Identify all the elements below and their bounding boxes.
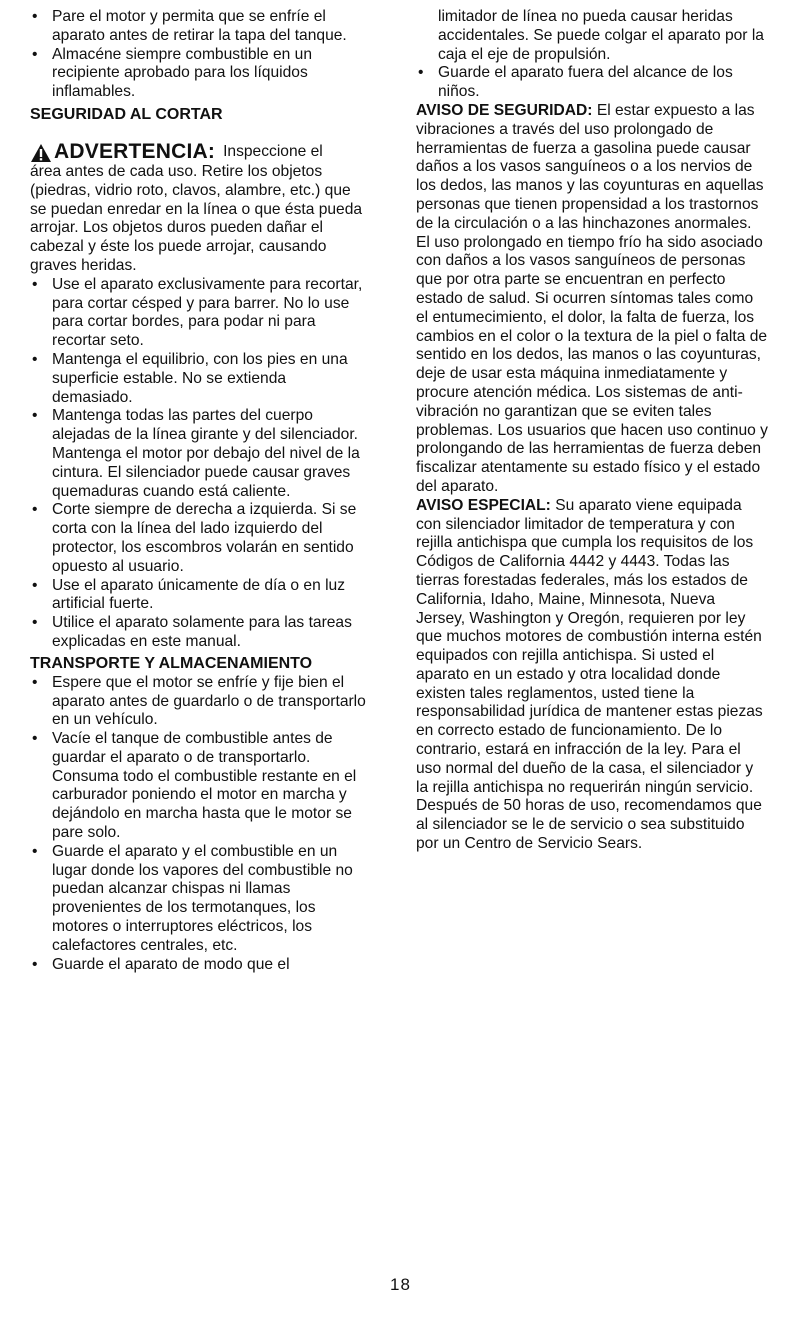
- bullet-mark: •: [32, 275, 38, 293]
- bullet-text: Use el aparato exclusivamente para recortar, para cortar césped y para barrer. No lo use para cortar bordes, para podar ni para recortar seto.: [52, 275, 363, 350]
- bullet-item: [416, 64, 768, 102]
- special-notice-heading: AVISO ESPECIAL:: [416, 496, 551, 514]
- bullet-text: Guarde el aparato y el combustible en un lugar donde los vapores del combustible no puedan alcanzar chispas ni llamas provenientes de los termotanques, los motores o interruptores eléctricos, los calefactores centrales, etc.: [52, 842, 353, 954]
- bullet-item: [30, 501, 366, 576]
- section-heading-cutting: SEGURIDAD AL CORTAR: [30, 105, 223, 123]
- bullet-item: [30, 351, 366, 407]
- bullet-item: [30, 577, 366, 615]
- bullet-item: [30, 843, 366, 956]
- bullet-text: Mantenga todas las partes del cuerpo alejadas de la línea girante y del silenciador. Mantenga el motor por debajo del nivel de la cintura. El silenciador puede causar graves quemaduras cuando está caliente.: [52, 407, 360, 500]
- warning-body: área antes de cada uso. Retire los objetos (piedras, vidrio roto, clavos, alambre, etc.) que se puedan enredar en la línea o que ésta pueda arrojar. Los objetos duros pueden dañar el cabezal y éste los puede arrojar, causando graves heridas.: [30, 162, 363, 274]
- bullet-text: limitador de línea no pueda causar heridas accidentales. Se puede colgar el aparato por la caja el eje de propulsión.: [438, 8, 764, 63]
- bullet-text: Vacíe el tanque de combustible antes de guardar el aparato o de transportarlo. Consuma todo el combustible restante en el carburador poniendo el motor en marcha y dejándolo en marcha hasta que le motor se pare solo.: [52, 730, 357, 842]
- safety-notice: [416, 102, 768, 497]
- bullet-text: Use el aparato únicamente de día o en luz artificial fuerte.: [52, 576, 346, 613]
- bullet-text: Utilice el aparato solamente para las tareas explicadas en este manual.: [52, 614, 352, 650]
- bullet-text: Pare el motor y permita que se enfríe el aparato antes de retirar la tapa del tanque.: [52, 8, 347, 44]
- bullet-item: [30, 614, 366, 652]
- continued-bullet: [416, 8, 768, 64]
- bullet-mark: •: [32, 673, 38, 691]
- special-notice: [416, 497, 768, 854]
- bullet-mark: •: [32, 730, 38, 748]
- bullet-item: [30, 407, 366, 501]
- warning-lead-text: Inspeccione el: [223, 142, 323, 160]
- left-column: [30, 8, 366, 974]
- warning-triangle-icon: [30, 143, 52, 163]
- bullet-mark: •: [418, 64, 424, 82]
- bullet-item: [30, 956, 366, 975]
- right-column: [416, 8, 768, 854]
- safety-notice-heading: AVISO DE SEGURIDAD:: [416, 101, 593, 119]
- bullet-mark: •: [32, 8, 38, 25]
- section-heading-transport: TRANSPORTE Y ALMACENAMIENTO: [30, 654, 313, 672]
- bullet-mark: •: [32, 614, 38, 632]
- bullet-mark: •: [32, 45, 38, 63]
- warning-block: [30, 141, 366, 276]
- bullet-text: Guarde el aparato fuera del alcance de los niños.: [438, 64, 733, 101]
- bullet-mark: •: [32, 842, 38, 860]
- page-number: 18: [390, 1275, 411, 1294]
- bullet-mark: •: [32, 350, 38, 368]
- bullet-mark: •: [32, 576, 38, 594]
- bullet-mark: •: [32, 955, 38, 973]
- bullet-item: [30, 674, 366, 730]
- bullet-mark: •: [32, 501, 38, 519]
- special-notice-body: Su aparato viene equipada con silenciador limitador de temperatura y con rejilla antichispa que cumpla los requisitos de los Códigos de California 4442 y 4443. Todas las tierras forestadas federales, más los estados de California, Idaho, Maine, Minnesota, Nueva Jersey, Washington y Oregón, requieren por ley que muchos motores de combustión interna estén equipados con rejilla antichispa. Si usted el aparato en un estado y otra localidad donde existen tales reglamentos, usted tiene la responsabilidad jurídica de mantener estas piezas en correcto estado de funcionamiento. De lo contrario, estará en infracción de la ley. Para el uso normal del dueño de la casa, el silenciador y la rejilla antichispa no requerirán ningún servicio. Después de 50 horas de uso, recomendamos que al silenciador se le de servicio o sea substituido por un Centro de Servicio Sears.: [416, 496, 763, 853]
- bullet-text: Almacéne siempre combustible en un recipiente aprobado para los líquidos inflamables.: [52, 45, 313, 101]
- bullet-item: [30, 46, 366, 102]
- bullet-item: [30, 8, 366, 46]
- bullet-item: [30, 276, 366, 351]
- bullet-text: Espere que el motor se enfríe y fije bien el aparato antes de guardarlo o de transportarlo en un vehículo.: [52, 673, 366, 729]
- bullet-text: Corte siempre de derecha a izquierda. Si se corta con la línea del lado izquierdo del protector, los escombros volarán en sentido opuesto al usuario.: [52, 501, 357, 575]
- bullet-text: Mantenga el equilibrio, con los pies en una superficie estable. No se extienda demasiado.: [52, 350, 348, 406]
- warning-header: [30, 141, 366, 163]
- warning-label: ADVERTENCIA:: [54, 139, 216, 163]
- bullet-text: Guarde el aparato de modo que el: [52, 955, 290, 973]
- bullet-mark: •: [32, 407, 38, 425]
- safety-notice-body: El estar expuesto a las vibraciones a través del uso prolongado de herramientas de fuerza a gasolina puede causar daños a los vasos sanguíneos o a los nervios de los dedos, las manos y las coyunturas en aquellas personas que tienen propensidad a los trastornos de la circulación o a las hinchazones anormales. El uso prolongado en tiempo frío ha sido asociado con daños a los vasos sanguíneos de personas que por otra parte se encuentran en perfecto estado de salud. Si ocurren síntomas tales como el entumecimiento, el dolor, la falta de fuerza, los cambios en el color o la textura de la piel o falta de sentido en los dedos, las manos o las coyunturas, deje de usar esta máquina inmediatamente y procure atención médica. Los sistemas de anti-vibración no garantizan que se eviten tales problemas. Los usuarios que hacen uso continuo y prolongando de las herramientas de fuerza deben fiscalizar atentamente su estado físico y el estado del aparato.: [416, 101, 768, 495]
- bullet-item: [30, 730, 366, 843]
